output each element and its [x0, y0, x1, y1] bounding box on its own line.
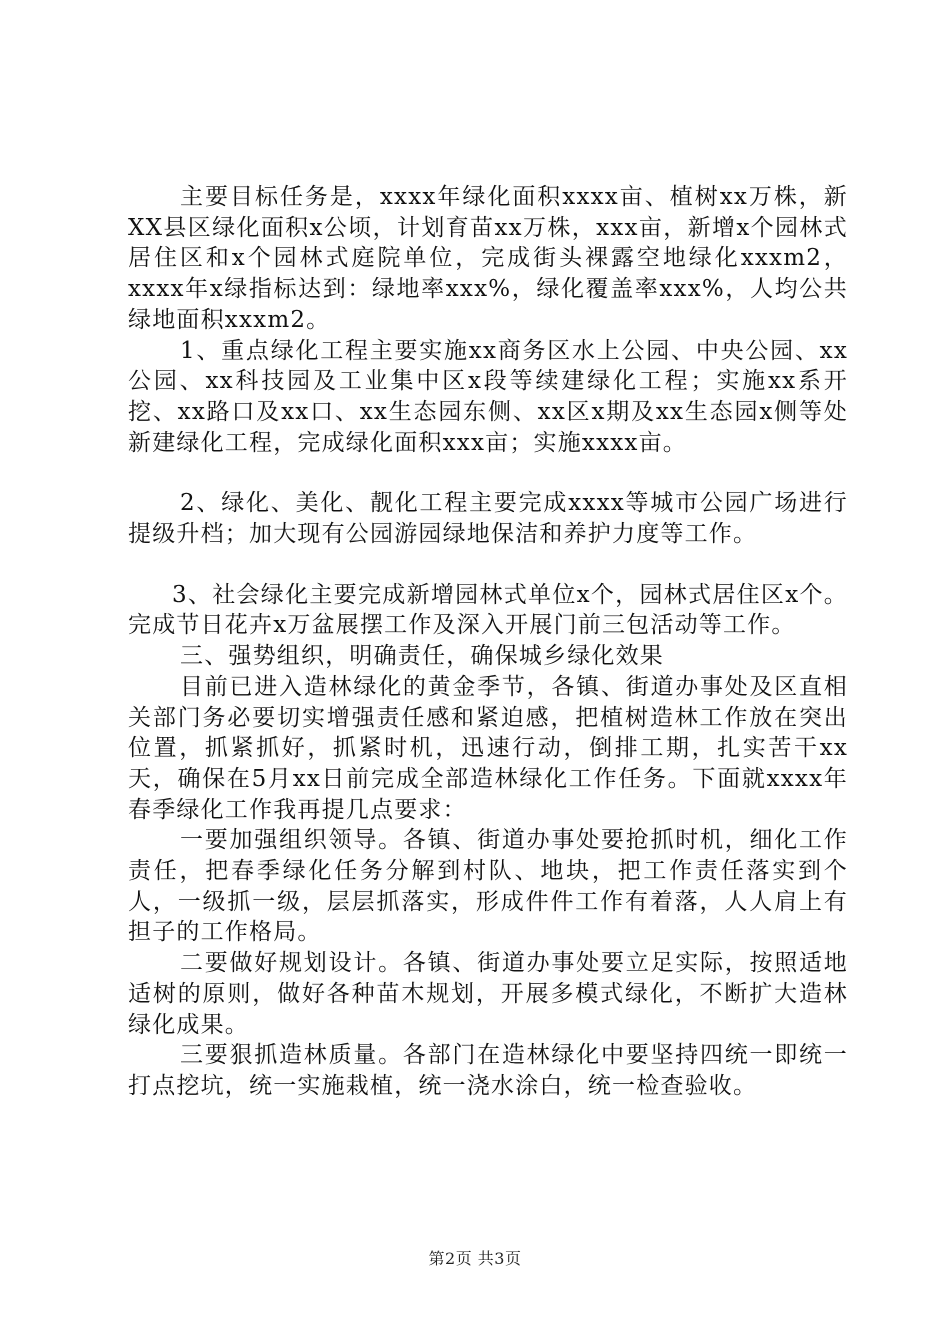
paragraph-main-targets: 主要目标任务是，xxxx年绿化面积xxxx亩、植树xx万株，新XX县区绿化面积x公顷，计划育苗xx万株，xxx亩，新增x个园林式居住区和x个园林式庭院单位，完成街头裸露空地绿化xxxm2，xxxx年x绿指标达到：绿地率xxx%，绿化覆盖率xxx%，人均公共绿地面积xxxm2。 — [128, 184, 848, 333]
paragraph-requirement-2: 二要做好规划设计。各镇、街道办事处要立足实际，按照适地适树的原则，做好各种苗木规划，开展多模式绿化，不断扩大造林绿化成果。 — [128, 950, 848, 1038]
paragraph-beautification-projects: 2、绿化、美化、靓化工程主要完成xxxx等城市公园广场进行提级升档；加大现有公园游园绿地保洁和养护力度等工作。 — [128, 490, 848, 548]
document-body — [128, 182, 848, 1102]
paragraph-requirement-1: 一要加强组织领导。各镇、街道办事处要抢抓时机，细化工作责任，把春季绿化任务分解到村队、地块，把工作责任落实到个人，一级抓一级，层层抓落实，形成件件工作有着落，人人肩上有担子的工作格局。 — [128, 827, 848, 946]
page-footer: 第2页 共3页 — [428, 1249, 522, 1268]
paragraph-social-greening: 3、社会绿化主要完成新增园林式单位x个，园林式居住区x个。完成节日花卉x万盆展摆工作及深入开展门前三包活动等工作。 — [128, 581, 848, 639]
paragraph-requirement-3: 三要狠抓造林质量。各部门在造林绿化中要坚持四统一即统一打点挖坑，统一实施栽植，统一浇水涂白，统一检查验收。 — [128, 1042, 848, 1099]
section-heading-organization: 三、强势组织，明确责任，确保城乡绿化效果 — [180, 643, 664, 670]
paragraph-key-projects: 1、重点绿化工程主要实施xx商务区水上公园、中央公园、xx公园、xx科技园及工业集中区x段等续建绿化工程；实施xx系开挖、xx路口及xx口、xx生态园东侧、xx区x期及xx生态园x侧等处新建绿化工程，完成绿化面积xxx亩；实施xxxx亩。 — [128, 337, 848, 456]
paragraph-golden-season: 目前已进入造林绿化的黄金季节，各镇、街道办事处及区直相关部门务必要切实增强责任感和紧迫感，把植树造林工作放在突出位置，抓紧抓好，抓紧时机，迅速行动，倒排工期，扎实苦干xx天，确保在5月xx日前完成全部造林绿化工作任务。下面就xxxx年春季绿化工作我再提几点要求： — [128, 673, 848, 823]
